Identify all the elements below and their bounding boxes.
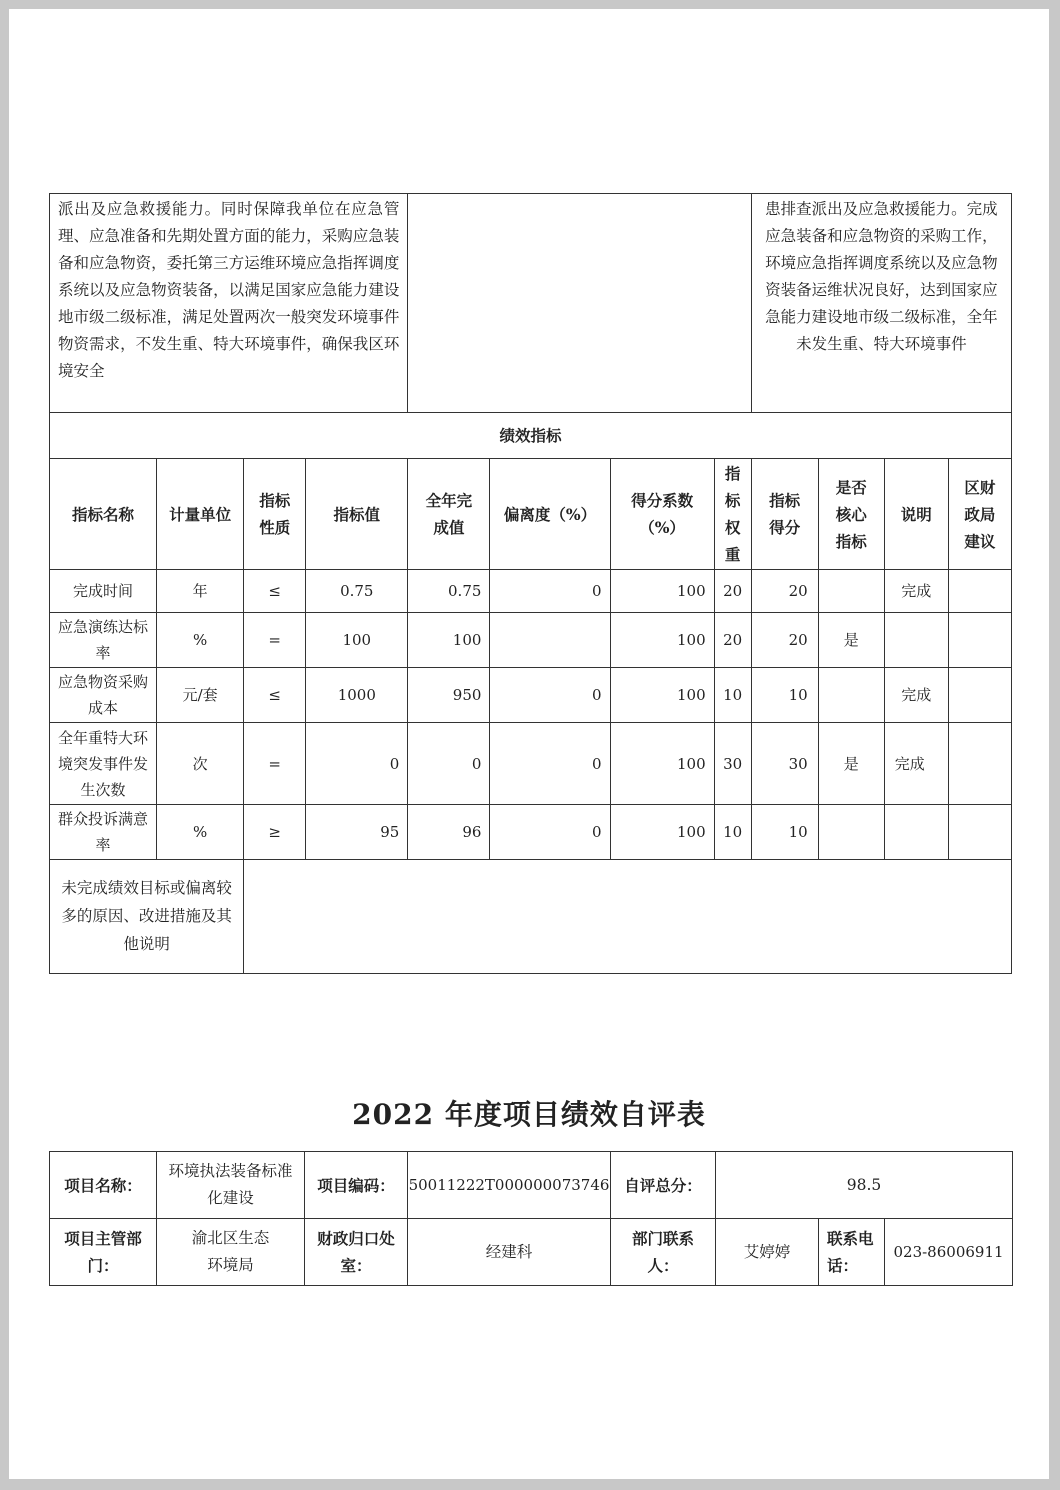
form-title: 2022 年度项目绩效自评表 — [352, 1098, 706, 1131]
project-code: 50011222T000000073746 — [408, 1152, 611, 1219]
table-row — [50, 668, 1012, 723]
header-deviation: 偏离度（%） — [490, 459, 610, 570]
row-name: 应急演练达标率 — [50, 613, 157, 668]
row-unit: 元/套 — [157, 668, 244, 723]
row-deviation — [490, 613, 610, 668]
row-nature: ≤ — [244, 668, 306, 723]
row-nature: ≤ — [244, 570, 306, 613]
row-note: 完成 — [884, 668, 948, 723]
row-deviation: 0 — [490, 805, 610, 860]
row-note — [884, 613, 948, 668]
row-target: 95 — [306, 805, 408, 860]
table-row — [50, 570, 1012, 613]
total-score-label: 自评总分： — [611, 1152, 716, 1219]
header-unit: 计量单位 — [157, 459, 244, 570]
row-advice — [948, 613, 1011, 668]
row-actual: 96 — [408, 805, 490, 860]
table-row — [50, 613, 1012, 668]
row-score: 30 — [751, 723, 818, 805]
row-score: 20 — [751, 613, 818, 668]
row-nature: = — [244, 723, 306, 805]
phone-label: 联系电话： — [819, 1219, 885, 1286]
row-deviation: 0 — [490, 570, 610, 613]
header-coef: 得分系数（%） — [610, 459, 714, 570]
project-code-label: 项目编码： — [305, 1152, 408, 1219]
row-actual: 0 — [408, 723, 490, 805]
row-weight: 20 — [714, 570, 751, 613]
project-info-table — [49, 1151, 1013, 1286]
header-advice: 区财政局建议 — [948, 459, 1011, 570]
header-actual: 全年完成值 — [408, 459, 490, 570]
table-row — [50, 723, 1012, 805]
row-name: 群众投诉满意率 — [50, 805, 157, 860]
row-unit: % — [157, 805, 244, 860]
row-advice — [948, 805, 1011, 860]
row-deviation: 0 — [490, 668, 610, 723]
row-target: 100 — [306, 613, 408, 668]
project-name: 环境执法装备标准化建设 — [157, 1152, 305, 1219]
row-coef: 100 — [610, 805, 714, 860]
row-weight: 10 — [714, 668, 751, 723]
empty-cell — [408, 194, 751, 413]
row-score: 10 — [751, 805, 818, 860]
finance: 经建科 — [408, 1219, 611, 1286]
header-name: 指标名称 — [50, 459, 157, 570]
row-weight: 10 — [714, 805, 751, 860]
row-deviation: 0 — [490, 723, 610, 805]
row-target: 0.75 — [306, 570, 408, 613]
header-target: 指标值 — [306, 459, 408, 570]
project-name-label: 项目名称： — [50, 1152, 157, 1219]
row-name: 完成时间 — [50, 570, 157, 613]
phone: 023-86006911 — [885, 1219, 1013, 1286]
row-target: 1000 — [306, 668, 408, 723]
performance-table — [49, 193, 1012, 974]
row-target: 0 — [306, 723, 408, 805]
row-actual: 950 — [408, 668, 490, 723]
info-row-2 — [50, 1219, 1013, 1286]
row-coef: 100 — [610, 668, 714, 723]
row-actual: 100 — [408, 613, 490, 668]
row-nature: ≥ — [244, 805, 306, 860]
unfinished-row — [50, 860, 1012, 974]
contact-label: 部门联系人： — [611, 1219, 716, 1286]
finance-label: 财政归口处室： — [305, 1219, 408, 1286]
row-unit: 年 — [157, 570, 244, 613]
header-core: 是否核心指标 — [818, 459, 884, 570]
row-core — [818, 668, 884, 723]
header-note: 说明 — [884, 459, 948, 570]
row-advice — [948, 570, 1011, 613]
row-core — [818, 805, 884, 860]
row-core: 是 — [818, 613, 884, 668]
row-advice — [948, 723, 1011, 805]
row-coef: 100 — [610, 570, 714, 613]
header-weight: 指标权重 — [714, 459, 751, 570]
row-name: 应急物资采购成本 — [50, 668, 157, 723]
row-weight: 30 — [714, 723, 751, 805]
row-coef: 100 — [610, 613, 714, 668]
contact: 艾婷婷 — [716, 1219, 819, 1286]
header-nature: 指标性质 — [244, 459, 306, 570]
result-description: 患排查派出及应急救援能力。完成应急装备和应急物资的采购工作，环境应急指挥调度系统以及应急物资装备运维状况良好，达到国家应急能力建设地市级二级标准，全年未发生重、特大环境事件 — [751, 194, 1011, 413]
description-row — [50, 194, 1012, 413]
info-row-1 — [50, 1152, 1013, 1219]
row-name: 全年重特大环境突发事件发生次数 — [50, 723, 157, 805]
row-core: 是 — [818, 723, 884, 805]
row-core — [818, 570, 884, 613]
row-score: 20 — [751, 570, 818, 613]
header-row — [50, 459, 1012, 570]
total-score: 98.5 — [716, 1152, 1013, 1219]
row-unit: 次 — [157, 723, 244, 805]
row-note: 完成 — [884, 723, 948, 805]
row-nature: = — [244, 613, 306, 668]
unfinished-label: 未完成绩效目标或偏离较多的原因、改进措施及其他说明 — [50, 860, 244, 974]
row-actual: 0.75 — [408, 570, 490, 613]
header-score: 指标得分 — [751, 459, 818, 570]
dept-label: 项目主管部门： — [50, 1219, 157, 1286]
section-title: 绩效指标 — [50, 413, 1012, 459]
row-advice — [948, 668, 1011, 723]
unfinished-value — [244, 860, 1012, 974]
row-score: 10 — [751, 668, 818, 723]
dept: 渝北区生态环境局 — [157, 1219, 305, 1286]
document-page — [9, 9, 1049, 1479]
row-note: 完成 — [884, 570, 948, 613]
row-note — [884, 805, 948, 860]
row-unit: % — [157, 613, 244, 668]
row-coef: 100 — [610, 723, 714, 805]
table-row — [50, 805, 1012, 860]
row-weight: 20 — [714, 613, 751, 668]
goal-description: 派出及应急救援能力。同时保障我单位在应急管理、应急准备和先期处置方面的能力，采购应急装备和应急物资，委托第三方运维环境应急指挥调度系统以及应急物资装备，以满足国家应急能力建设地市级二级标准，满足处置两次一般突发环境事件物资需求，不发生重、特大环境事件，确保我区环境安全 — [50, 194, 408, 413]
